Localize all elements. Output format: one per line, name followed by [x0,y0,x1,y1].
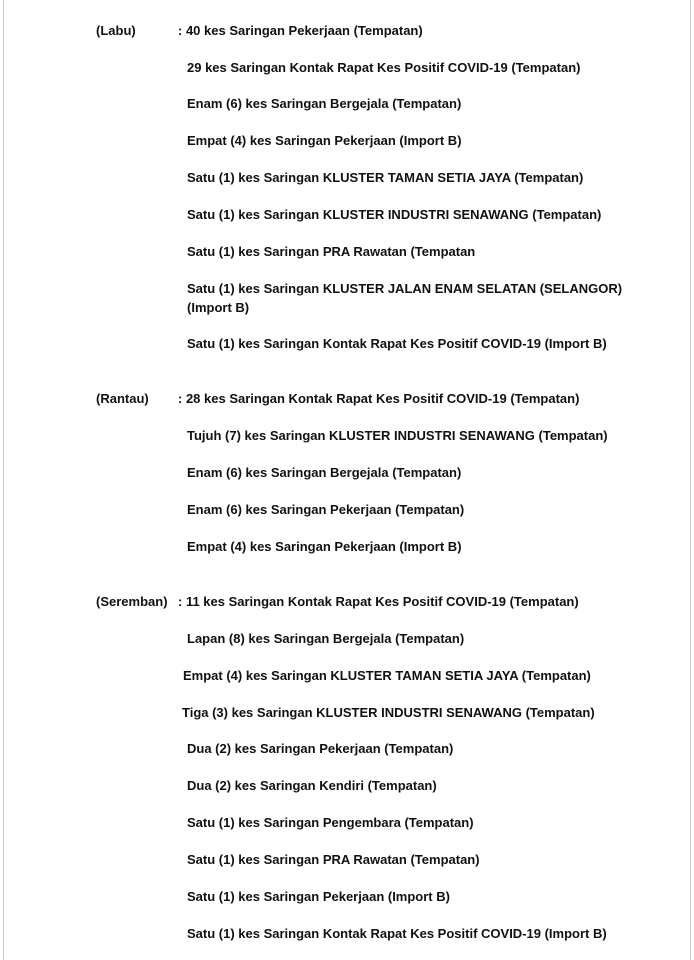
area-label-rantau: (Rantau) [96,391,149,406]
case-line: Satu (1) kes Saringan PRA Rawatan (Tempatan [187,244,476,259]
case-line: Satu (1) kes Saringan KLUSTER JALAN ENAM SELATAN (SELANGOR) [187,281,623,296]
case-line: Dua (2) kes Saringan Kendiri (Tempatan) [187,778,437,793]
case-line: Satu (1) kes Saringan Pekerjaan (Import B) [187,889,450,904]
case-line: Enam (6) kes Saringan Bergejala (Tempatan) [187,465,462,480]
case-line: Enam (6) kes Saringan Pekerjaan (Tempatan) [187,502,465,517]
area-label-labu: (Labu) [96,23,136,38]
case-line: Satu (1) kes Saringan PRA Rawatan (Tempatan) [187,852,480,867]
case-line: Lapan (8) kes Saringan Bergejala (Tempatan) [187,631,465,646]
case-line-seremban-first: : 11 kes Saringan Kontak Rapat Kes Positif COVID-19 (Tempatan) [178,594,579,609]
case-line: 29 kes Saringan Kontak Rapat Kes Positif COVID-19 (Tempatan) [187,60,581,75]
case-line: Satu (1) kes Saringan Kontak Rapat Kes Positif COVID-19 (Import B) [187,926,607,941]
case-line: Satu (1) kes Saringan KLUSTER TAMAN SETIA JAYA (Tempatan) [187,170,584,185]
case-line: Dua (2) kes Saringan Pekerjaan (Tempatan) [187,741,454,756]
case-line: Satu (1) kes Saringan KLUSTER INDUSTRI SENAWANG (Tempatan) [187,207,602,222]
case-line: Satu (1) kes Saringan Pengembara (Tempatan) [187,815,474,830]
case-line: Enam (6) kes Saringan Bergejala (Tempatan) [187,96,462,111]
case-line: Tujuh (7) kes Saringan KLUSTER INDUSTRI SENAWANG (Tempatan) [187,428,608,443]
area-label-seremban: (Seremban) [96,594,168,609]
case-line: Empat (4) kes Saringan Pekerjaan (Import B) [187,539,462,554]
case-line: Tiga (3) kes Saringan KLUSTER INDUSTRI SENAWANG (Tempatan) [182,705,595,720]
case-line-labu-first: : 40 kes Saringan Pekerjaan (Tempatan) [178,23,423,38]
case-line: Satu (1) kes Saringan Kontak Rapat Kes Positif COVID-19 (Import B) [187,336,607,351]
case-line: Empat (4) kes Saringan KLUSTER TAMAN SETIA JAYA (Tempatan) [183,668,591,683]
case-line: Empat (4) kes Saringan Pekerjaan (Import B) [187,133,462,148]
case-line-continuation: (Import B) [187,300,250,315]
case-line-rantau-first: : 28 kes Saringan Kontak Rapat Kes Positif COVID-19 (Tempatan) [178,391,580,406]
